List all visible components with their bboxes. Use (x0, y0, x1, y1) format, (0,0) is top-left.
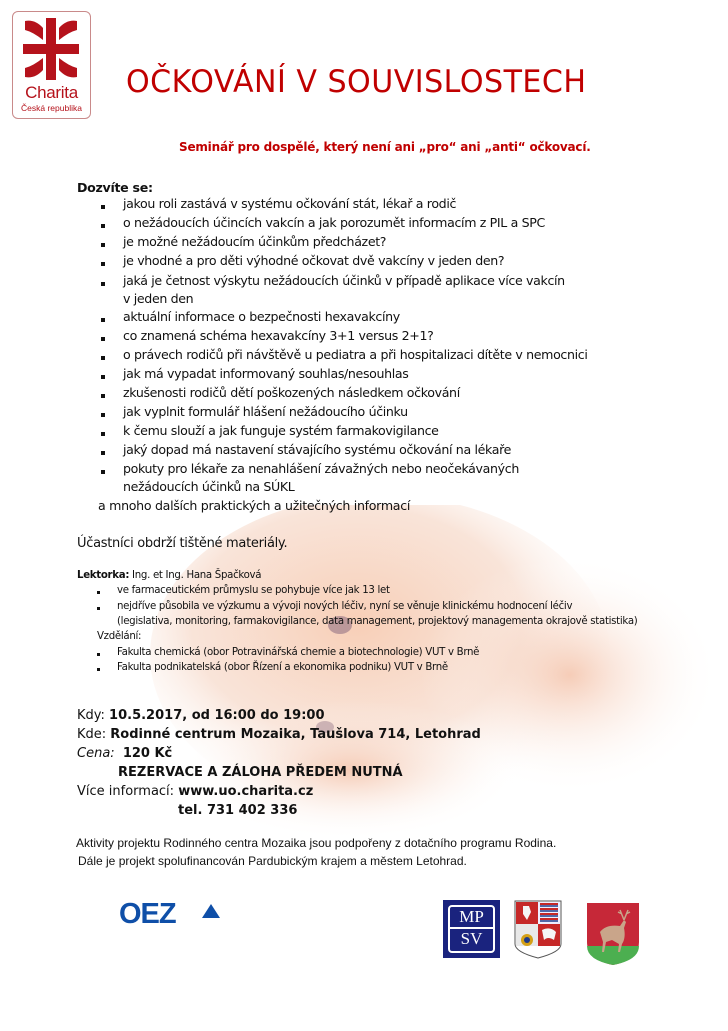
charita-logo-subtitle: Česká republika (21, 103, 82, 113)
education-item: Fakulta chemická (obor Potravinářská chemie a biotechnologie) VUT v Brně (117, 647, 480, 658)
bullet-icon (101, 337, 105, 341)
bullet-icon (97, 653, 100, 656)
footer-line-2: Dále je projekt spolufinancován Pardubickým krajem a městem Letohrad. (78, 854, 467, 868)
more-info-label: Více informací: (77, 784, 175, 799)
pardubice-region-coat-of-arms (514, 900, 562, 960)
mpsv-logo-top: MP (450, 907, 493, 929)
bullet-icon (101, 318, 105, 322)
website-link[interactable]: www.uo.charita.cz (178, 784, 314, 799)
mpsv-logo (443, 900, 500, 958)
list-item: jak vyplnit formulář hlášení nežádoucího účinku (123, 404, 408, 419)
letohrad-coat-of-arms (586, 902, 640, 966)
footer-line-1: Aktivity projektu Rodinného centra Mozaika jsou podpořeny z dotačního programu Rodina. (76, 836, 557, 850)
lecturer-item-continuation: (legislativa, monitoring, farmakovigilance, data management, projektový managementa okrajově statistika) (117, 616, 638, 627)
list-item: aktuální informace o bezpečnosti hexavakcíny (123, 309, 400, 324)
event-when-value: 10.5.2017, od 16:00 do 19:00 (109, 708, 325, 723)
learn-closing: a mnoho dalších praktických a užitečných informací (98, 498, 411, 513)
lecturer-label: Lektorka: (77, 570, 130, 581)
event-price (77, 746, 172, 761)
event-where-value: Rodinné centrum Mozaika, Taušlova 714, Letohrad (110, 727, 481, 742)
list-item: jaká je četnost výskytu nežádoucích účinků v případě aplikace více vakcín (123, 273, 565, 288)
list-item-continuation: nežádoucích účinků na SÚKL (123, 479, 295, 494)
bullet-icon (101, 432, 105, 436)
education-item: Fakulta podnikatelská (obor Řízení a ekonomika podniku) VUT v Brně (117, 662, 448, 673)
list-item: k čemu slouží a jak funguje systém farmakovigilance (123, 423, 439, 438)
bullet-icon (101, 394, 105, 398)
bullet-icon (97, 591, 100, 594)
bullet-icon (101, 262, 105, 266)
bullet-icon (101, 282, 105, 286)
lecturer-item: ve farmaceutickém průmyslu se pohybuje více jak 13 let (117, 585, 390, 596)
bullet-icon (97, 607, 100, 610)
oez-triangle-icon (202, 904, 220, 918)
lecturer-item: nejdříve působila ve výzkumu a vývoji nových léčiv, nyní se věnuje klinickému hodnocení léčiv (117, 601, 573, 612)
list-item: co znamená schéma hexavakcíny 3+1 versus 2+1? (123, 328, 434, 343)
list-item: o nežádoucích účincích vakcín a jak porozumět informacím z PIL a SPC (123, 215, 545, 230)
page-subtitle: Seminář pro dospělé, který není ani „pro“ ani „anti“ očkovací. (179, 140, 591, 154)
event-price-value: 120 Kč (122, 746, 173, 761)
event-when-label: Kdy: (77, 708, 105, 723)
lecturer-line (77, 570, 261, 581)
charita-cross-icon (23, 18, 79, 80)
event-more-info (77, 784, 313, 799)
event-where (77, 727, 481, 742)
lecturer-name: Ing. et Ing. Hana Špačková (132, 570, 262, 581)
charita-logo-name: Charita (25, 83, 78, 102)
bullet-icon (101, 413, 105, 417)
bullet-icon (101, 470, 105, 474)
list-item: jaký dopad má nastavení stávajícího systému očkování na lékaře (123, 442, 512, 457)
charita-logo (12, 11, 91, 119)
phone-number: tel. 731 402 336 (178, 803, 298, 818)
list-item: jak má vypadat informovaný souhlas/nesouhlas (123, 366, 409, 381)
list-item: pokuty pro lékaře za nenahlášení závažných nebo neočekávaných (123, 461, 519, 476)
bullet-icon (101, 243, 105, 247)
bullet-icon (101, 356, 105, 360)
mpsv-logo-bottom: SV (460, 929, 483, 948)
reservation-note: REZERVACE A ZÁLOHA PŘEDEM NUTNÁ (118, 765, 403, 780)
page-title: OČKOVÁNÍ V SOUVISLOSTECH (126, 64, 587, 100)
bullet-icon (97, 668, 100, 671)
event-price-label: Cena: (77, 746, 115, 761)
learn-heading: Dozvíte se: (77, 180, 153, 195)
materials-note: Účastníci obdrží tištěné materiály. (77, 536, 288, 551)
list-item: je možné nežádoucím účinkům předcházet? (123, 234, 387, 249)
event-when (77, 708, 325, 723)
bullet-icon (101, 451, 105, 455)
list-item: o právech rodičů při návštěvě u pediatra a při hospitalizaci dítěte v nemocnici (123, 347, 588, 362)
oez-logo: OEZ (119, 898, 176, 930)
bullet-icon (101, 205, 105, 209)
bullet-icon (101, 375, 105, 379)
education-label: Vzdělání: (97, 631, 142, 642)
list-item: zkušenosti rodičů dětí poškozených následkem očkování (123, 385, 460, 400)
list-item-continuation: v jeden den (123, 291, 194, 306)
bullet-icon (101, 224, 105, 228)
list-item: jakou roli zastává v systému očkování stát, lékař a rodič (123, 196, 457, 211)
list-item: je vhodné a pro děti výhodné očkovat dvě vakcíny v jeden den? (123, 253, 505, 268)
event-where-label: Kde: (77, 727, 107, 742)
